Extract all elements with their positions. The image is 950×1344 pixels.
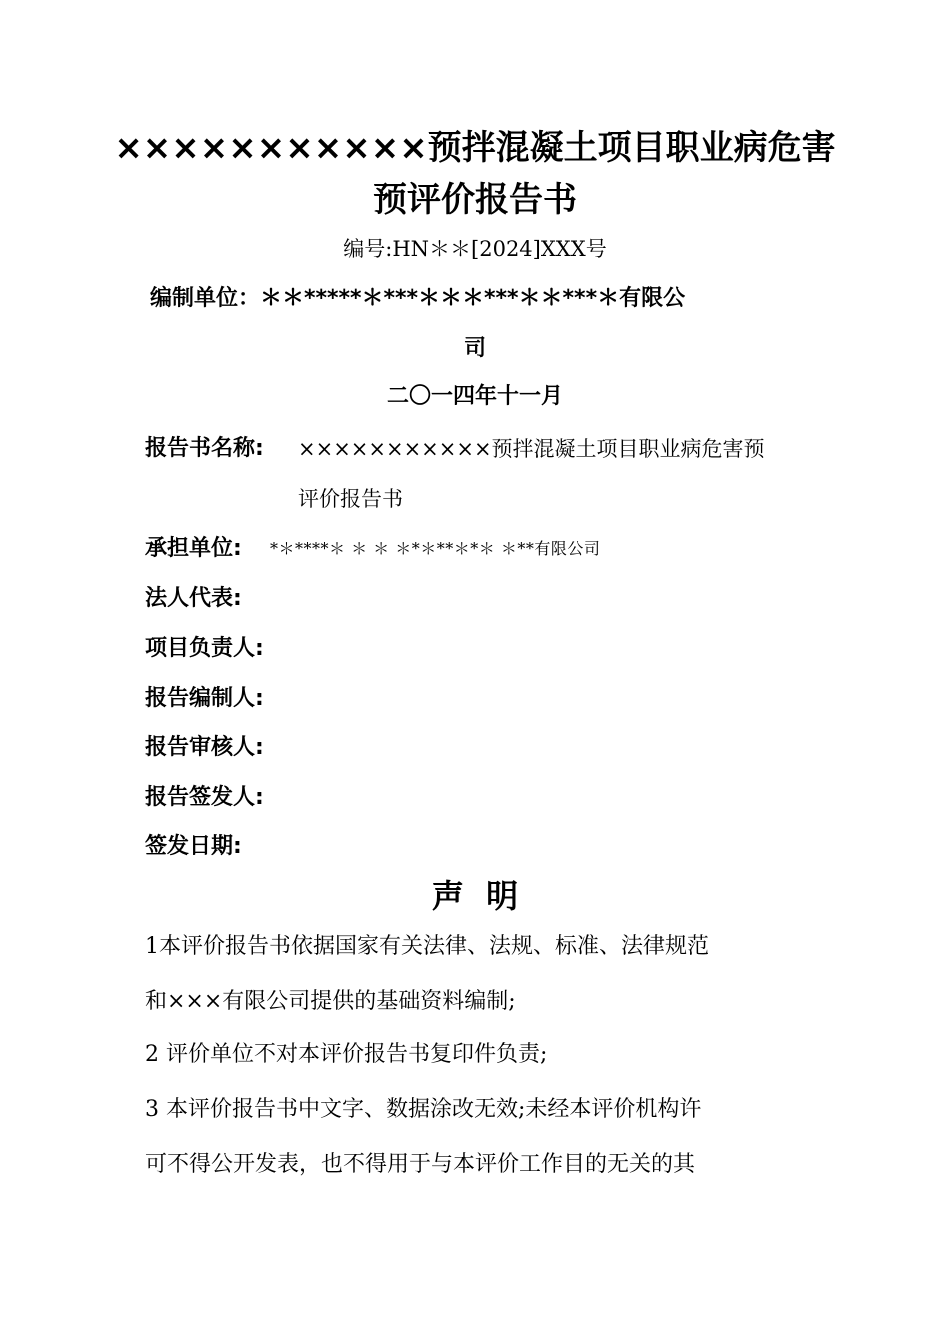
undertaking-unit-value: *＊****＊ ＊ ＊ ＊*＊**＊*＊ ＊**有限公司 [270,539,601,558]
report-name-value-line-1: ×××××××××××预拌混凝土项目职业病危害预 [298,437,765,461]
report-reviewer-label: 报告审核人: [145,735,264,760]
report-title-line-2: 预评价报告书 [373,180,577,220]
document-number: 编号:HN＊＊[2024]XXX号 [343,237,607,261]
issue-date-label: 签发日期: [145,834,242,859]
declaration-line-2: 和×××有限公司提供的基础资料编制; [145,989,516,1014]
legal-representative-label: 法人代表: [145,586,242,611]
project-leader-label: 项目负责人: [145,636,264,661]
report-name-label: 报告书名称: [145,436,264,461]
report-issuer-label: 报告签发人: [145,785,264,810]
report-date: 二〇一四年十一月 [386,384,563,409]
declaration-line-3: 2 评价单位不对本评价报告书复印件负责; [145,1042,548,1067]
declaration-heading: 声 明 [431,877,519,915]
report-compiler-label: 报告编制人: [145,686,264,711]
compiling-unit-continuation: 司 [463,336,486,361]
undertaking-unit-label: 承担单位: [145,536,242,561]
compiling-unit: 编制单位：＊＊*****＊***＊＊＊***＊＊***＊有限公 [150,286,686,311]
declaration-line-1: 1本评价报告书依据国家有关法律、法规、标准、法律规范 [145,934,709,959]
declaration-line-4: 3 本评价报告书中文字、数据涂改无效;未经本评价机构许 [145,1097,702,1122]
report-title-line-1: ×××××××××××预拌混凝土项目职业病危害 [114,128,836,168]
report-name-value-line-2: 评价报告书 [298,487,403,511]
declaration-line-5: 可不得公开发表，也不得用于与本评价工作目的无关的其 [145,1152,696,1177]
